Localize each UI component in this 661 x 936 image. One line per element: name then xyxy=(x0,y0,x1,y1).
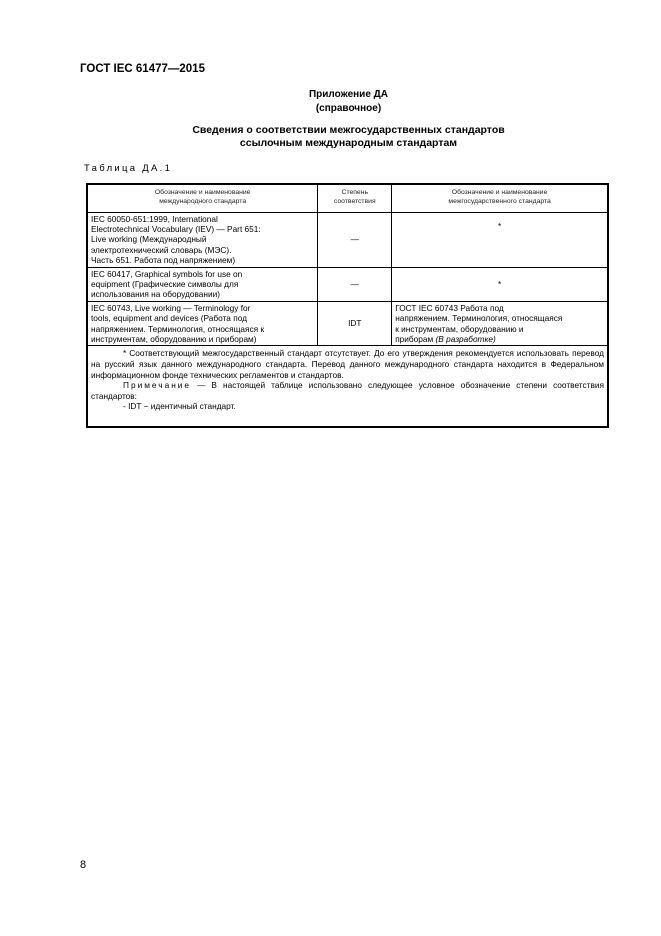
header-col2-line1: Степень xyxy=(341,189,369,196)
text-line: Live working (Международный xyxy=(91,234,207,245)
text-line: использования на оборудовании) xyxy=(91,289,221,300)
annex-heading xyxy=(0,88,661,116)
text-line: equipment (Графические символы для xyxy=(91,279,239,290)
table-note-cell xyxy=(87,346,608,427)
text-line: напряжением. Терминология, относящаяся к xyxy=(91,323,265,334)
footnote: * Соответствующий межгосударственный стандарт отсутствует. До его утверждения рекомендуется использовать перевод на русский язык данного международного стандарта. Перевод данного международного стандарта находится в Федеральном информационном фонде технических регламентов и стандартов. xyxy=(91,348,604,380)
text-fragment: приборам xyxy=(395,334,436,345)
correspondence-table xyxy=(86,183,609,428)
header-col3-line1: Обозначение и наименование xyxy=(451,189,548,196)
text-line: Часть 651. Работа под напряжением) xyxy=(91,255,236,266)
header-col1-line2: международного стандарта xyxy=(159,197,247,205)
text-line: к инструментам, оборудованию и xyxy=(395,323,524,334)
remark-label: Примечание xyxy=(123,380,192,391)
header-col2-line2: соответствия xyxy=(333,197,376,205)
standard-designation: ГОСТ IEC 61477—2015 xyxy=(80,63,205,75)
section-title-line-1: Сведения о соответствии межгосударственных стандартов xyxy=(192,124,505,136)
status-in-development: (В разработке) xyxy=(435,334,496,345)
remark-text: — В настоящей таблице использовано следующее условное обозначение степени соответствия стандартов: xyxy=(91,380,604,401)
text-line: Electrotechnical Vocabulary (IEV) — Part 651: xyxy=(91,224,261,234)
annex-subtitle: (справочное) xyxy=(315,103,382,114)
remark xyxy=(91,380,604,401)
intl-standard-cell xyxy=(87,267,318,301)
header-interstate-standard xyxy=(392,184,608,212)
text-line: напряжением. Терминология, относящаяся xyxy=(395,313,563,324)
text-line: tools, equipment and devices (Работа под xyxy=(91,313,247,324)
page-number: 8 xyxy=(80,859,87,871)
table-row xyxy=(87,301,608,346)
degree-cell: — xyxy=(318,212,392,267)
table-note-row xyxy=(87,346,608,427)
legend-line: - IDT − идентичный стандарт. xyxy=(123,401,236,412)
table-row xyxy=(87,212,608,267)
interstate-standard-cell xyxy=(392,301,608,346)
degree-cell: — xyxy=(318,267,392,301)
text-line: электротехнический словарь (МЭС). xyxy=(91,244,232,255)
table-label: Таблица ДА.1 xyxy=(84,163,173,174)
annex-title: Приложение ДА xyxy=(308,89,389,100)
intl-standard-cell xyxy=(87,301,318,346)
table-row xyxy=(87,267,608,301)
section-heading xyxy=(0,124,661,150)
text-line xyxy=(395,334,604,344)
intl-standard-cell xyxy=(87,212,318,267)
header-col3-line2: межгосударственного стандарта xyxy=(448,197,551,205)
header-col1-line1: Обозначение и наименование xyxy=(154,189,251,196)
text-line: IEC 60417, Graphical symbols for use on xyxy=(91,268,243,279)
text-line: IEC 60743, Live working — Terminology for xyxy=(91,302,251,313)
table-header-row xyxy=(87,184,608,212)
interstate-standard-cell: * xyxy=(392,267,608,301)
degree-cell: IDT xyxy=(318,301,392,346)
text-line: IEC 60050-651:1999, International xyxy=(91,213,218,224)
header-international-standard xyxy=(87,184,318,212)
text-line: ГОСТ IEC 60743 Работа под xyxy=(395,302,504,313)
interstate-standard-cell: * xyxy=(392,212,608,267)
header-degree xyxy=(318,184,392,212)
section-title-line-2: ссылочным международным стандартам xyxy=(239,137,458,149)
text-line: инструментам, оборудованию и приборам) xyxy=(91,334,257,345)
